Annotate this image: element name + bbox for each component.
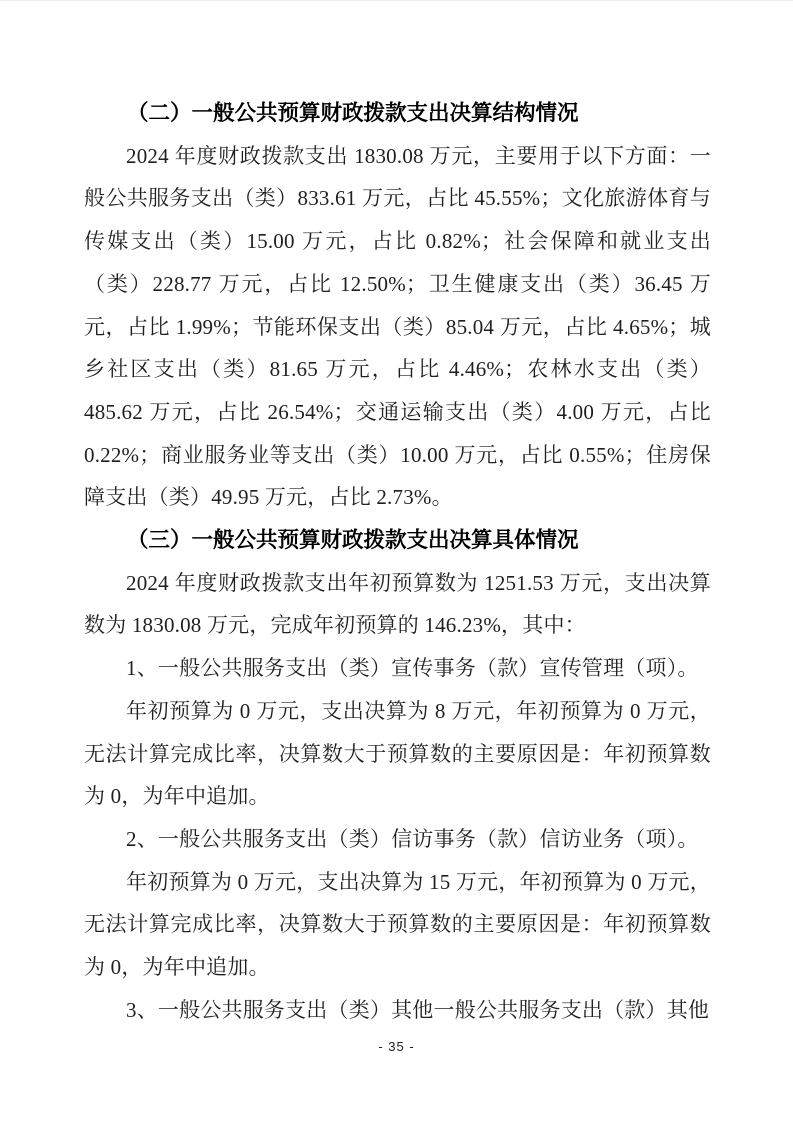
paragraph-item-1-detail: 年初预算为 0 万元，支出决算为 8 万元，年初预算为 0 万元，无法计算完成比率，决算数大于预算数的主要原因是：年初预算数为 0，为年中追加。 <box>84 698 711 809</box>
page-footer <box>0 1039 793 1055</box>
paragraph-item-3-title: 3、一般公共服务支出（类）其他一般公共服务支出（款）其他 <box>126 997 710 1022</box>
paragraph-expenditure-structure: 2024 年度财政拨款支出 1830.08 万元，主要用于以下方面：一般公共服务支出（类）833.61 万元，占比 45.55%；文化旅游体育与传媒支出（类）15.00 万元，占比 0.82%；社会保障和就业支出（类）228.77 万元，占比 12.50%；卫生健康支出（类）36.45 万元，占比 1.99%；节能环保支出（类）85.04 万元，占比 4.65%；城乡社区支出（类）81.65 万元，占比 4.46%；农林水支出（类）485.62 万元，占比 26.54%；交通运输支出（类）4.00 万元，占比 0.22%；商业服务业等支出（类）10.00 万元，占比 0.55%；住房保障支出（类）49.95 万元，占比 2.73%。 <box>84 143 711 510</box>
paragraph-specific-intro: 2024 年度财政拨款支出年初预算数为 1251.53 万元，支出决算数为 1830.08 万元，完成年初预算的 146.23%，其中： <box>84 570 711 638</box>
document-body <box>84 92 711 1031</box>
section-heading-2: （二）一般公共预算财政拨款支出决算结构情况 <box>127 101 579 125</box>
section-heading-3: （三）一般公共预算财政拨款支出决算具体情况 <box>127 528 579 553</box>
paragraph-item-1-title: 1、一般公共服务支出（类）宣传事务（款）宣传管理（项）。 <box>126 656 699 681</box>
paragraph-item-2-detail: 年初预算为 0 万元，支出决算为 15 万元，年初预算为 0 万元，无法计算完成比率，决算数大于预算数的主要原因是：年初预算数为 0，为年中追加。 <box>84 869 711 980</box>
page-number: - 35 - <box>378 1039 415 1054</box>
paragraph-item-2-title: 2、一般公共服务支出（类）信访事务（款）信访业务（项）。 <box>126 826 699 851</box>
